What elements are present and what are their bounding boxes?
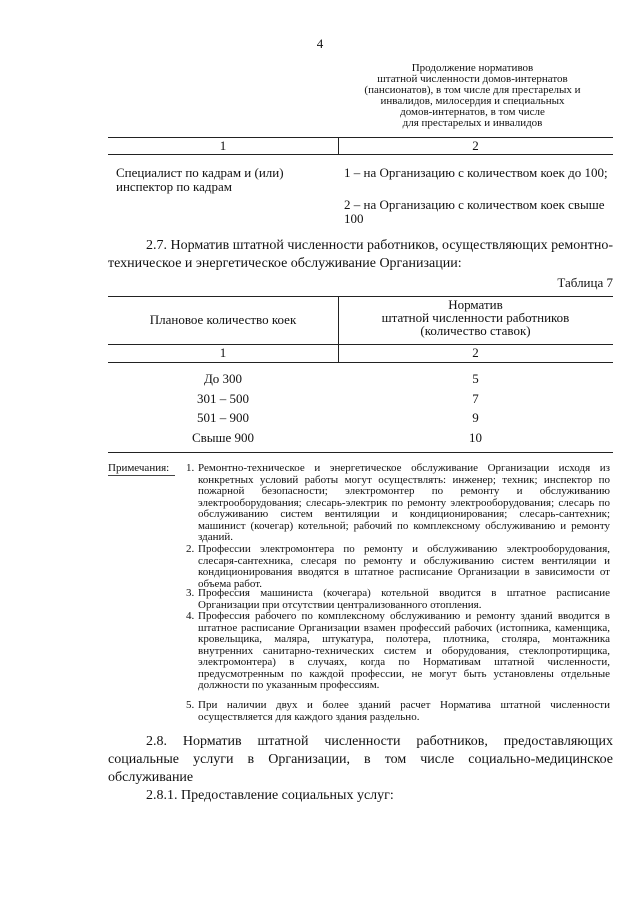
- continuation-title: Продолжение нормативов: [411, 62, 534, 74]
- section-2-7: 2.7. Норматив штатной численности работников, осуществляющих ремонтно-техническое и энергетическое обслуживание Организации:: [108, 238, 613, 271]
- continuation-line: (пансионатов), в том числе для престарелых и: [364, 84, 581, 96]
- table-row-beds: 501 – 900: [197, 410, 249, 425]
- col-number-1: 1: [219, 345, 227, 360]
- continuation-line: инвалидов, милосердия и специальных: [380, 95, 565, 107]
- table-rule: [108, 296, 613, 297]
- note-text: Ремонтно-техническое и энергетическое обслуживание Организации исходя из конкретных условий работы могут осуществлять: инженер; техник; инспектор по пожарной безопасности; электромонтер по ремонту и обслуживанию электрооборудования; слесарь-электрик по ремонту электрооборудования; слесарь по обслуживанию систем вентиляции и кондиционирования; слесарь-сантехник; машинист (кочегар) котельной; рабочий по комплексному обслуживанию и ремонту зданий.: [198, 462, 610, 543]
- header-norm-line: Норматив: [448, 297, 503, 312]
- role-cell: Специалист по кадрам и (или) инспектор по кадрам: [116, 165, 284, 194]
- col-number-1: 1: [219, 138, 227, 153]
- table-caption: Таблица 7: [557, 275, 613, 290]
- table-row-beds: 301 – 500: [197, 391, 249, 406]
- continuation-line: штатной численности домов-интернатов: [377, 73, 568, 85]
- table-row-rate: 9: [472, 410, 479, 425]
- note-item: [186, 544, 610, 590]
- table-row-beds: Свыше 900: [191, 430, 255, 445]
- note-text: При наличии двух и более зданий расчет Норматива штатной численности осуществляется для каждого здания раздельно.: [198, 699, 610, 723]
- table-row-rate: 10: [469, 430, 482, 445]
- section-2-8: 2.8. Норматив штатной численности работников, предоставляющих социальные услуги в Организации, в том числе социально-медицинское обслуживание: [108, 734, 613, 785]
- header-norm-line: штатной численности работников: [381, 310, 570, 325]
- header-norm-line: (количество ставок): [420, 323, 531, 338]
- norm-cell-2: 2 – на Организацию с количеством коек свыше 100: [344, 197, 605, 226]
- note-number: 5.: [186, 699, 195, 711]
- norm-cell-1: 1 – на Организацию с количеством коек до 100;: [344, 165, 608, 180]
- col-number-2: 2: [472, 345, 479, 360]
- page-number: 4: [316, 36, 324, 51]
- section-2-8-1: 2.8.1. Предоставление социальных услуг:: [146, 788, 394, 803]
- notes-label: Примечания:: [108, 462, 170, 474]
- continuation-heading: [335, 63, 610, 129]
- continuation-line: домов-интернатов, в том числе: [400, 106, 545, 118]
- note-text: Профессии электромонтера по ремонту и обслуживанию электрооборудования, слесаря-сантехника, слесаря по ремонту и обслуживанию систем вентиляции и кондиционирования вводятся в штатное расписание Организации в зависимости от объема работ.: [198, 543, 610, 590]
- table-row-rate: 7: [472, 391, 479, 406]
- table-rule: [108, 154, 613, 155]
- note-number: 2.: [186, 543, 195, 555]
- table-rule: [108, 137, 613, 138]
- note-item: [186, 588, 610, 611]
- note-text: Профессия рабочего по комплексному обслуживанию и ремонту зданий вводится в штатное расписание Организации взамен профессий рабочих (истопника, каменщика, кровельщика, маляра, штукатура, полотера, плотника, столяра, монтажника внутренних санитарно-технических систем и оборудования, стеклопротирщика, электромонтера) в случаях, когда по Нормативам штатной численности, предусмотренным по каждой профессии, не могут быть установлены отдельные должности по указанным профессиям.: [198, 610, 610, 691]
- table-rule: [108, 362, 613, 363]
- note-number: 3.: [186, 587, 195, 599]
- note-number: 4.: [186, 610, 195, 622]
- table-rule: [108, 344, 613, 345]
- note-item: [186, 611, 610, 692]
- header-beds: Плановое количество коек: [149, 312, 297, 327]
- table-row-rate: 5: [472, 371, 479, 386]
- col-number-2: 2: [472, 138, 479, 153]
- table-row-beds: До 300: [203, 371, 243, 386]
- continuation-line: для престарелых и инвалидов: [402, 117, 543, 129]
- table-rule: [108, 452, 613, 453]
- header-norm: [338, 298, 613, 337]
- note-item: [186, 700, 610, 723]
- note-number: 1.: [186, 462, 195, 474]
- notes-label-underline: [108, 475, 175, 476]
- note-text: Профессия машиниста (кочегара) котельной вводится в штатное расписание Организации при отсутствии централизованного отопления.: [198, 587, 610, 611]
- note-item: [186, 463, 610, 544]
